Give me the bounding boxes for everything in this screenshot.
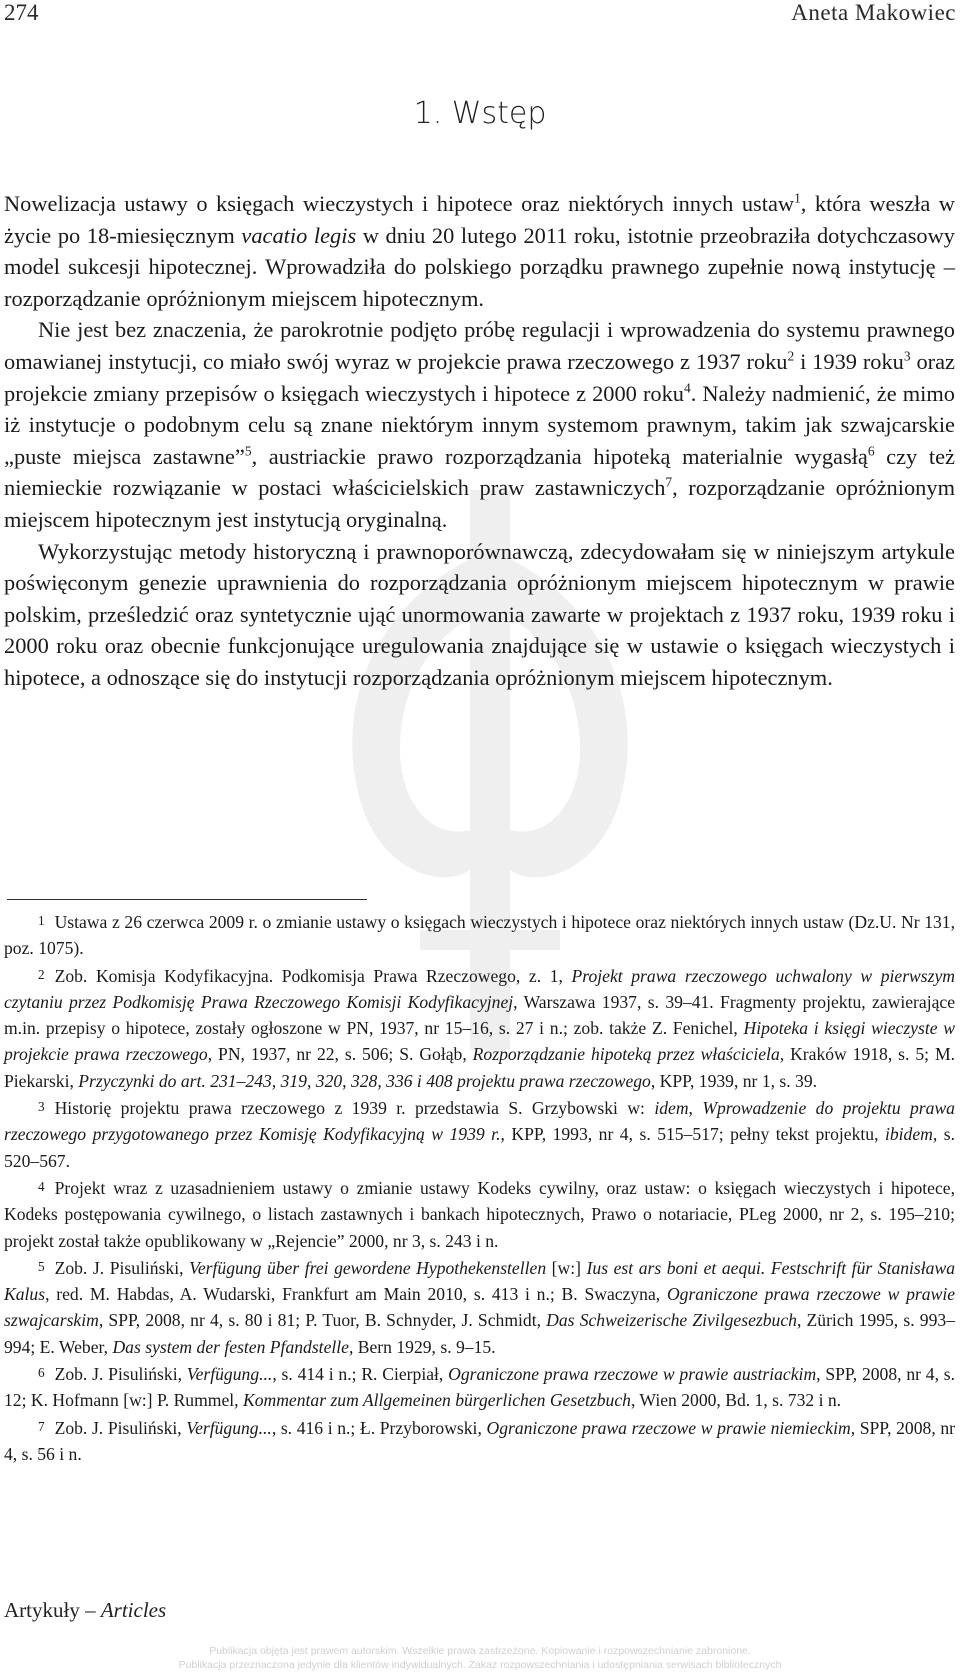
footnote-7: 7 Zob. J. Pisuliński, Verfügung..., s. 416 i n.; Ł. Przyborowski, Ograniczone prawa rzeczowe w prawie niemieckim, SPP, 2008, nr 4, s. 56 i n. (4, 1417, 956, 1464)
footnote-ref-5[interactable]: 5 (244, 443, 252, 459)
copyright-notice-1: Publikacja objęta jest prawem autorskim. Wszelkie prawa zastrzeżone. Kopiowanie i rozpowszechnianie zabronione. (209, 1645, 751, 1657)
footnote-ref-4[interactable]: 4 (684, 380, 691, 396)
main-text (4, 188, 955, 694)
paragraph-1: Nowelizacja ustawy o księgach wieczystych i hipotece oraz niektórych innych ustaw$^1$, która weszła w życie po 18-miesięcznym vacatio legis w dniu 20 lutego 2011 roku, istotnie przeobraziła dotychczasowy model sukcesji hipotecznej. Wprowadziła do polskiego porządku prawnego zupełnie nową instytucję – rozporządzanie opróżnionym miejscem hipotecznym. (4, 190, 955, 311)
paragraph-3: Wykorzystując metody historyczną i prawnoporównawczą, zdecydowałam się w niniejszym artykule poświęconym genezie uprawnienia do rozporządzania opróżnionym miejscem hipotecznym w prawie polskim, prześledzić oraz syntetycznie ująć unormowania zawarte w projektach z 1937 roku, 1939 roku i 2000 roku oraz obecnie funkcjonujące uregulowania znajdujące się w ustawie o księgach wieczystych i hipotece, a odnoszące się do instytucji rozporządzania opróżnionym miejscem hipotecznym. (4, 538, 955, 690)
paragraph-2: Nie jest bez znaczenia, że parokrotnie podjęto próbę regulacji i wprowadzenia do systemu prawnego omawianej instytucji, co miało swój wyraz w projekcie prawa rzeczowego z 1937 roku$^2$ i 1939 roku$^3$ oraz projekcie zmiany przepisów o księgach wieczystych i hipotece z 2000 roku$^4$. Należy nadmienić, że mimo iż instytucje o podobnym celu są znane niektórym innym systemom prawnym, takim jak szwajcarskie „puste miejsca zastawne”$^5$, austriackie prawo rozporządzania hipoteką materialnie wygasłą$^6$ czy też niemieckie rozwiązanie w postaci właścicielskich praw zastawniczych$^7$, rozporządzanie opróżnionym miejscem hipotecznym jest instytucją oryginalną. (4, 317, 955, 532)
footnote-5: 5 Zob. J. Pisuliński, Verfügung über frei gewordene Hypothekenstellen [w:] Ius est ars boni et aequi. Festschrift für Stanisława Kalus, red. M. Habdas, A. Wudarski, Frankfurt am Main 2010, s. 413 i n.; B. Swaczyna, Ograniczone prawa rzeczowe w prawie szwajcarskim, SPP, 2008, nr 4, s. 80 i 81; P. Tuor, B. Schnyder, J. Schmidt, Das Schweizerische Zivilgesezbuch, Zürich 1995, s. 993–994; E. Weber, Das system der festen Pfandstelle, Bern 1929, s. 9–15. (4, 1257, 956, 1357)
footnote-3: 3 Historię projektu prawa rzeczowego z 1939 r. przedstawia S. Grzybowski w: idem, Wprowadzenie do projektu prawa rzeczowego przygotowanego przez Komisję Kodyfikacyjną w 1939 r., KPP, 1993, nr 4, s. 515–517; pełny tekst projektu, ibidem, s. 520–567. (4, 1098, 956, 1171)
footnote-2: 2 Zob. Komisja Kodyfikacyjna. Podkomisja Prawa Rzeczowego, z. 1, Projekt prawa rzeczowego uchwalony w pierwszym czytaniu przez Podkomisję Prawa Rzeczowego Komisji Kodyfikacyjnej, Warszawa 1937, s. 39–41. Fragmenty projektu, zawierające m.in. przepisy o hipotece, zostały ogłoszone w PN, 1937, nr 15–16, s. 27 i n.; zob. także Z. Fenichel, Hipoteka i księgi wieczyste w projekcie prawa rzeczowego, PN, 1937, nr 22, s. 506; S. Gołąb, Rozporządzanie hipoteką przez właściciela, Kraków 1918, s. 5; M. Piekarski, Przyczynki do art. 231–243, 319, 320, 328, 336 i 408 projektu prawa rzeczowego, KPP, 1939, nr 1, s. 39. (4, 965, 956, 1091)
footnotes (4, 908, 955, 1467)
footnote-ref-6[interactable]: 6 (867, 443, 875, 459)
footnote-ref-2[interactable]: 2 (787, 348, 795, 364)
section-heading: 1. Wstęp (413, 96, 547, 131)
running-header (4, 0, 956, 36)
footnote-ref-7[interactable]: 7 (665, 474, 673, 490)
footnote-6: 6 Zob. J. Pisuliński, Verfügung..., s. 414 i n.; R. Cierpiał, Ograniczone prawa rzeczowe w prawie austriackim, SPP, 2008, nr 4, s. 12; K. Hofmann [w:] P. Rummel, Kommentar zum Allgemeinen bürgerlichen Gesetzbuch, Wien 2000, Bd. 1, s. 732 i n. (4, 1364, 956, 1411)
footnote-separator (7, 899, 367, 900)
page-number: 274 (4, 0, 39, 25)
footnote-1: 1 Ustawa z 26 czerwca 2009 r. o zmianie ustawy o księgach wieczystych i hipotece oraz niektórych innych ustaw (Dz.U. Nr 131, poz. 1075). (4, 912, 955, 959)
copyright-notice-2: Publikacja przeznaczona jedynie dla klientów indywidualnych. Zakaz rozpowszechniania i udostępniania serwisach bibliotecznych (178, 1659, 782, 1671)
footnote-ref-1[interactable]: 1 (794, 190, 801, 206)
footnote-4: 4 Projekt wraz z uzasadnieniem ustawy o zmianie ustawy Kodeks cywilny, oraz ustaw: o księgach wieczystych i hipotece, Kodeks postępowania cywilnego, o listach zastawnych i bankach hipotecznych, Prawo o notariacie, PLeg 2000, nr 2, s. 195–210; projekt został także opublikowany w „Rejencie” 2000, nr 3, s. 243 i n. (4, 1177, 955, 1251)
footnote-ref-3[interactable]: 3 (903, 348, 911, 364)
running-author: Aneta Makowiec (791, 0, 956, 25)
journal-section-label: Artykuły – Articles (4, 1598, 167, 1622)
